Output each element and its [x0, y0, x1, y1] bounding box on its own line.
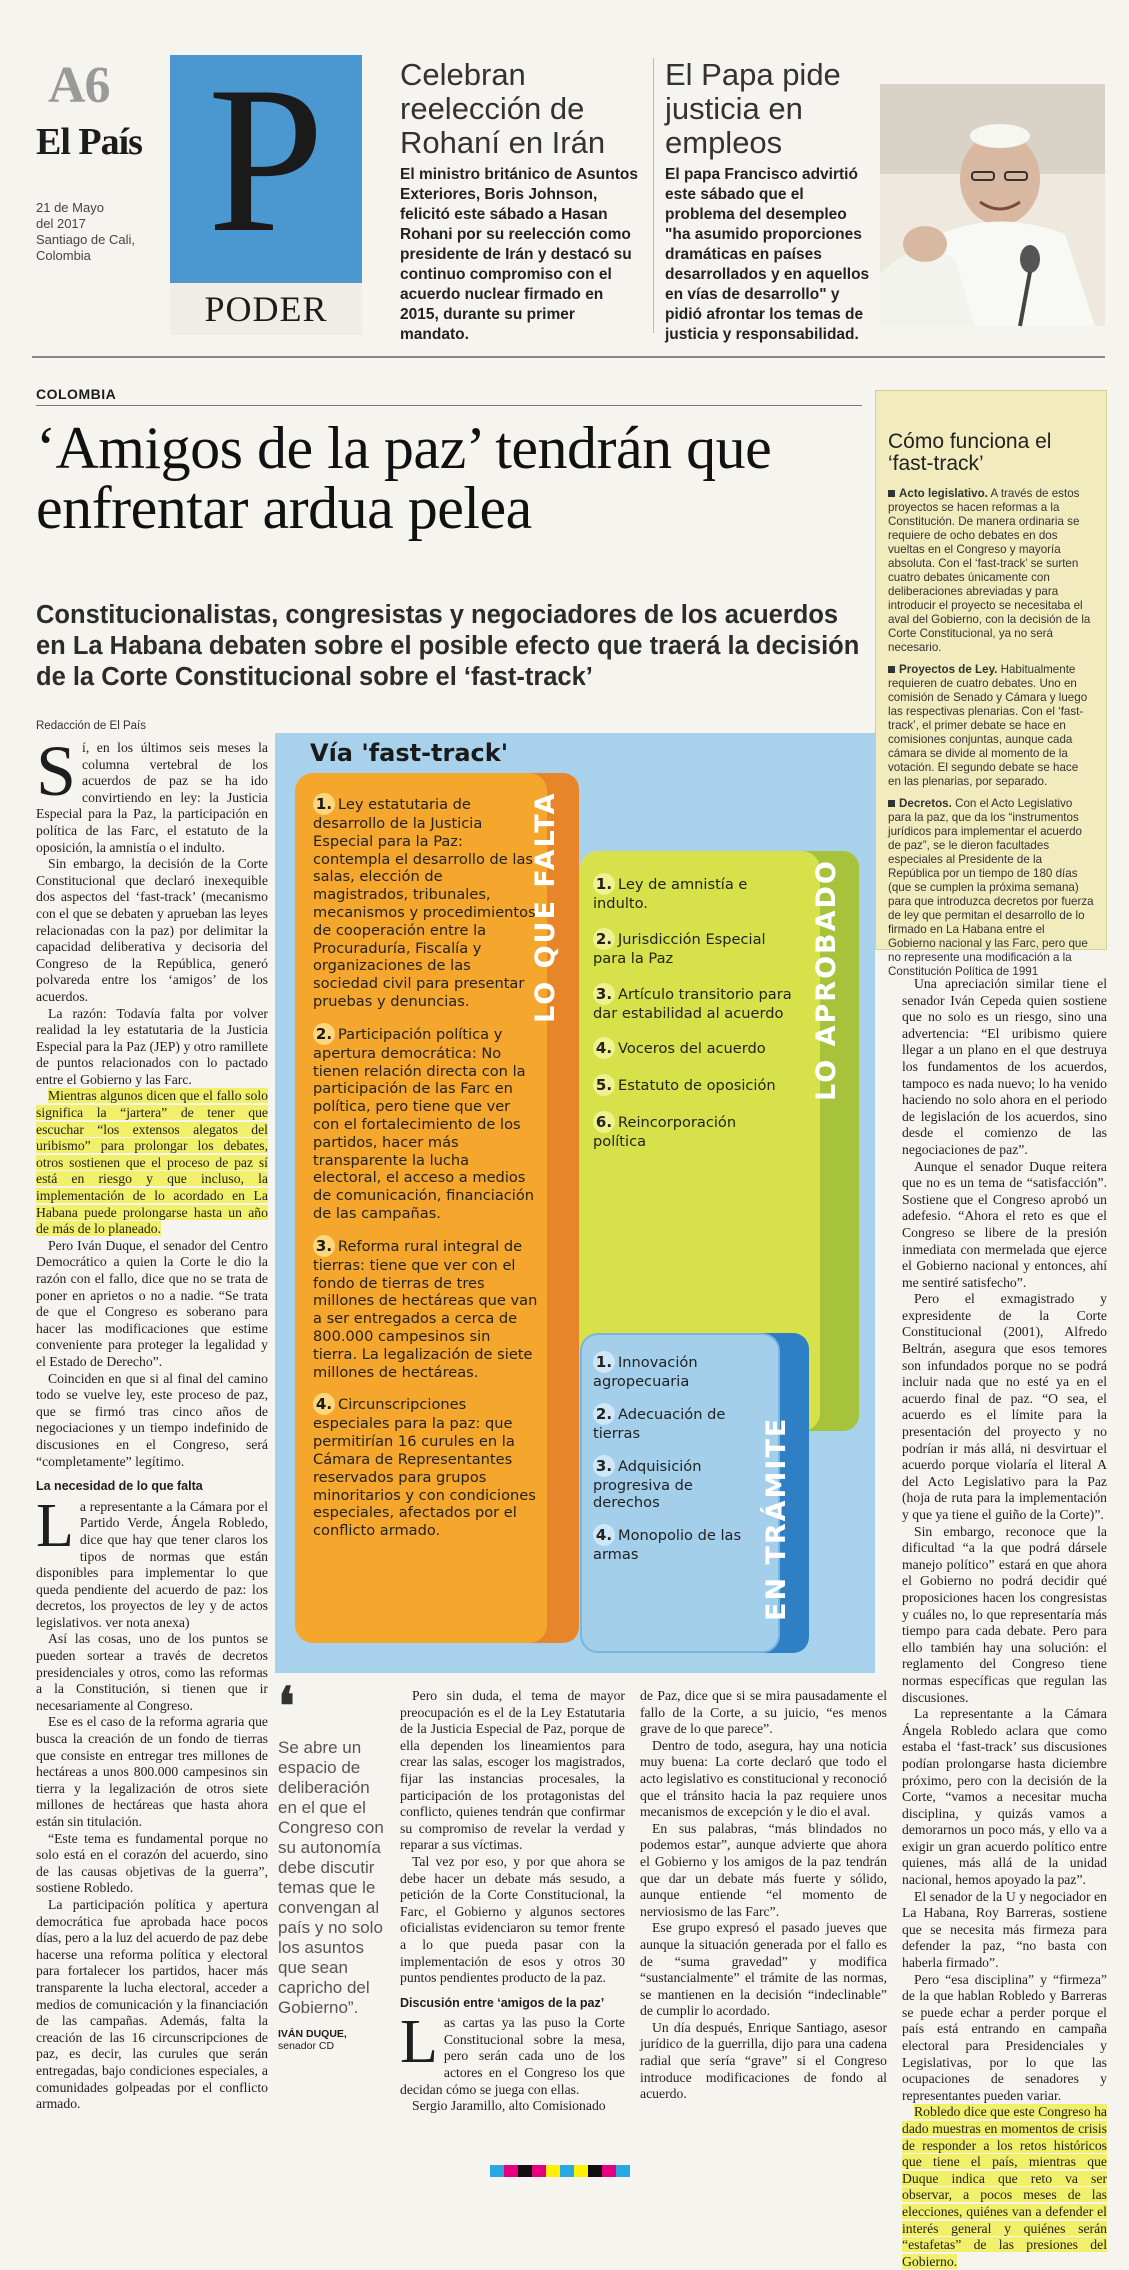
- list-item: [313, 793, 538, 1011]
- list-item: [313, 1023, 538, 1223]
- item-text: Jurisdicción Especial para la Paz: [593, 930, 766, 967]
- top-rule: [32, 356, 1105, 358]
- paragraph: Coinciden en que si al final del camino todo se vuelve ley, este proceso de paz, que se firmó tras cinco años de negociaciones y un tiempo indefinido de discusiones en el Congreso, será “completamente” legítimo.: [36, 1370, 268, 1469]
- list-item: [313, 1393, 538, 1540]
- item-number: 4.: [593, 1524, 615, 1546]
- item-text: Artículo transitorio para dar estabilidad al acuerdo: [593, 985, 792, 1022]
- brief-divider: [653, 58, 654, 333]
- list-item: [593, 1111, 793, 1151]
- brief-body: El papa Francisco advirtió este sábado que el problema del desempleo "ha asumido proporciones dramáticas en países desarrollados y en aquellos en vías de desarrollo" y pidió afrontar los temas de justicia y responsabilidad.: [665, 166, 870, 343]
- color-swatch: [546, 2165, 560, 2177]
- quote-mark-icon: ❛: [278, 1679, 295, 1736]
- paragraph: Pero “esa disciplina” y “firmeza” de la que hablan Robledo y Barreras se puede echar a perder porque el país está entrando en campaña electoral para Presidenciales y Legislativas, por lo que las ocupaciones de senadores y representantes pueden variar.: [902, 1971, 1107, 2103]
- paragraph: Tal vez por eso, y por que ahora se debe hacer un debate más sesudo, a petición de la Corte Constitucional, la Farc, el Gobierno y algunos sectores oficialistas evidenciaron su temor frente a lo que pueda pasar con la implementación de esos y otros 30 puntos pendientes producto de la paz.: [400, 1853, 625, 1986]
- section-letter: P: [207, 44, 325, 276]
- item-text: Reforma rural integral de tierras: tiene que ver con el fondo de tierras de tres millones de hectáreas que van a ser entregados a cerca de 800.000 campesinos sin tierra. La legalización de siete millones de hectáreas.: [313, 1237, 538, 1381]
- paragraph: Sin embargo, la decisión de la Corte Constitucional que declaró inexequible dos aspectos del ‘fast-track’ (mecanismo con el que se debaten y aprueban las leyes relacionadas con la paz) por delimitar la capacidad deliberativa y decisoria del Congreso de la República, generó polvareda entre los ‘amigos’ de los acuerdos.: [36, 856, 268, 1004]
- list-item: [593, 983, 793, 1023]
- header-date: [36, 200, 146, 264]
- list-item: [593, 1524, 763, 1564]
- registration-color-bar: [490, 2165, 630, 2177]
- infographic-title: Vía 'fast-track': [310, 739, 509, 767]
- bullet-square-icon: [888, 800, 895, 807]
- highlighted-paragraph: Mientras algunos dicen que el fallo solo significa la “jartera” de tener que escuchar “los extensos alegatos del uribismo” para prolongar los debates, otros sostienen que el proceso de paz sí está en riesgo y que incluso, la implementación de lo acordado en La Habana puede prolongarse hasta un año de más de lo planeado.: [36, 1088, 268, 1237]
- paragraph: La representante a la Cámara Ángela Robledo aclara que como estaba el ‘fast-track’ sus discusiones podían prolongarse hasta diciembre próximo, pero con la decisión de la Corte, “vamos a necesitar mucha disciplina, y quizás vamos a demorarnos un poco más, y ello va a exigir un gran acuerdo político entre quienes, más allá de la unidad nacional, hemos apoyado la paz”.: [902, 1706, 1107, 1888]
- date-line: Colombia: [36, 248, 91, 263]
- paragraph: “Este tema es fundamental porque no solo está en el corazón del acuerdo, sino de las causas objetivas de la guerra”, sostiene Robledo.: [36, 1830, 268, 1896]
- item-number: 1.: [593, 1351, 615, 1373]
- paragraph: Ese es el caso de la reforma agraria que busca la creación de un fondo de tierras que consiste en entregar tres millones de hectáreas a unos 800.000 campesinos sin tierra y la legalización de otros siete millones de hectáreas que hasta ahora están sin titulación.: [36, 1714, 268, 1829]
- item-text: Estatuto de oposición: [618, 1077, 776, 1095]
- article-column-3: [400, 1688, 625, 2114]
- item-number: 5.: [593, 1074, 615, 1096]
- paragraph: Así las cosas, uno de los puntos se pueden sortear a través de decretos presidenciales y otros, como las reformas a la Constitución, si tienen que ir necesariamente al Congreso.: [36, 1631, 268, 1713]
- sidebar-item: [888, 663, 1094, 789]
- byline: Redacción de El País: [36, 720, 146, 732]
- item-number: 2.: [313, 1023, 335, 1045]
- article-column-4: [640, 1688, 887, 2102]
- en-tramite-list: [593, 1351, 763, 1576]
- list-item: [593, 928, 793, 968]
- color-swatch: [490, 2165, 504, 2177]
- item-text: Innovación agropecuaria: [593, 1354, 698, 1390]
- lo-aprobado-label: LO APROBADO: [811, 859, 842, 1101]
- item-text: Monopolio de las armas: [593, 1527, 742, 1564]
- item-text: Circunscripciones especiales para la paz: que permitirían 16 curules en la Cámara de Representantes reservados para grupos minoritarios y con condiciones especiales, afectados por el conflicto armado.: [313, 1396, 536, 1540]
- brief-body: El ministro británico de Asuntos Exteriores, Boris Johnson, felicitó este sábado a Hasan Rohani por su reelección como presidente de Irán y destacó su continuo compromiso con el acuerdo nuclear firmado en 2015, durante su primer mandato.: [400, 166, 638, 343]
- sidebar-item-text: A través de estos proyectos se hacen reformas a la Constitución. De manera ordinaria se requiere de ocho debates en dos vueltas en el Congreso y mayoría absoluta. Con el ‘fast-track’ se surten cuatro debates únicamente con deliberaciones abreviadas y para introducir el proyecto se necesitaba el aval del Gobierno, con la decisión de la Corte Constitucional, ya no será necesario.: [888, 487, 1091, 654]
- item-text: Reincorporación política: [593, 1114, 737, 1151]
- pope-photo: [880, 84, 1105, 326]
- color-swatch: [602, 2165, 616, 2177]
- date-line: Santiago de Cali,: [36, 232, 136, 247]
- pull-quote: [278, 1679, 386, 2052]
- newspaper-name: El País: [36, 121, 142, 163]
- subhead: La necesidad de lo que falta: [36, 1479, 203, 1494]
- color-swatch: [574, 2165, 588, 2177]
- list-item: [593, 873, 793, 913]
- paragraph: El senador de la U y negociador en La Habana, Roy Barreras, sostiene que se necesita más firmeza para defender la paz, “no basta con haberla firmado”.: [902, 1888, 1107, 1971]
- list-item: [593, 1074, 793, 1096]
- kicker: COLOMBIA: [36, 386, 117, 402]
- item-number: 3.: [313, 1235, 335, 1257]
- lo-aprobado-list: [593, 873, 793, 1166]
- list-item: [593, 1403, 763, 1443]
- paragraph: í, en los últimos seis meses la columna vertebral de los acuerdos de paz se ha ido convirtiendo en ley: la Justicia Especial para la Paz, la participación en política de las Farc, el estatuto de la oposición, la amnistía o el indulto.: [36, 740, 268, 855]
- brief-title: El Papa pide justicia en empleos: [665, 57, 841, 160]
- color-swatch: [532, 2165, 546, 2177]
- headline: ‘Amigos de la paz’ tendrán que enfrentar ardua pelea: [36, 415, 772, 541]
- lo-que-falta-label: LO QUE FALTA: [530, 791, 561, 1023]
- date-line: 21 de Mayo: [36, 200, 104, 215]
- item-text: Ley de amnistía e indulto.: [593, 876, 748, 912]
- section-name: PODER: [170, 283, 362, 335]
- fast-track-infographic: [275, 733, 875, 1673]
- color-swatch: [588, 2165, 602, 2177]
- paragraph: Aunque el senador Duque reitera que no es un tema de “satisfacción”. Sostiene que el Congreso aprobó un adefesio. “Ahora el reto es que el Congreso se libere de la presión inmediata con mermelada que ejerce el Gobierno nacional y entonces, ahí me sentiré satisfecho”.: [902, 1158, 1107, 1290]
- color-swatch: [504, 2165, 518, 2177]
- paragraph: Pero el exmagistrado y expresidente de la Corte Constitucional (2001), Alfredo Beltrán, asegura que esos temores son infundados porque no se podrá incluir nada que no esté ya en el acuerdo final de paz. “O sea, el acuerdo es el límite para la presentación del proyecto y no podrían ir más allá, ni desvirtuar el acuerdo porque violaría el literal A del Acto Legislativo para la Paz (hoja de ruta para la implementación y que ya tiene el guiño de la Corte)”.: [902, 1291, 1107, 1522]
- item-number: 3.: [593, 1455, 615, 1477]
- kicker-rule: [36, 405, 862, 406]
- fast-track-sidebar: [875, 390, 1107, 978]
- paragraph: Sin embargo, reconoce que la dificultad “a la que podrá dársele manejo político” estará en que ahora el Gobierno no podrá decidir qué proposiciones hacen los congresistas y cuáles no, lo que representaría más tiempo para cada debate. Pero para ello también hay una solución: el reglamento del Congreso tiene normas específicas que regulan las discusiones.: [902, 1523, 1107, 1705]
- dropcap: S: [36, 731, 77, 811]
- sidebar-title: Cómo funciona el ‘fast-track’: [888, 430, 1052, 475]
- item-text: Voceros del acuerdo: [618, 1040, 766, 1058]
- bullet-square-icon: [888, 666, 895, 673]
- date-line: del 2017: [36, 216, 86, 231]
- item-number: 1.: [313, 793, 335, 815]
- paragraph: Pero sin duda, el tema de mayor preocupación es el de la Ley Estatutaria de la Justicia Especial de Paz, porque de ella dependen los lineamientos para crear las salas, escoger los magistrados, fijar las instancias procesales, la participación de los protagonistas del conflicto, quienes tendrán que confirmar su compromiso de revelar la verdad y reparar a sus víctimas.: [400, 1688, 625, 1853]
- sidebar-item: [888, 797, 1094, 979]
- paragraph: La participación política y apertura democrática fue aprobada hace pocos días, pero a la luz del acuerdo de paz debe hacerse una reforma política y electoral para fortalecer los partidos, hacer más transparente la lucha electoral, acceder a medios de comunicación y la financiación de las campañas. Además, falta la creación de las 16 circunscripciones de paz, es decir, las curules que serán entregadas, bajo condiciones especiales, a comunidades golpeadas por el conflicto armado.: [36, 1896, 268, 2112]
- sidebar-item-label: Decretos.: [899, 797, 952, 810]
- subhead: Discusión entre ‘amigos de la paz’: [400, 1995, 605, 2010]
- item-text: Adquisición progresiva de derechos: [593, 1457, 702, 1512]
- color-swatch: [518, 2165, 532, 2177]
- article-column-5: [902, 976, 1107, 2269]
- sidebar-item: [888, 487, 1094, 655]
- en-tramite-label: EN TRÁMITE: [761, 1416, 792, 1621]
- quote-author-role: senador CD: [278, 2040, 335, 2052]
- item-number: 6.: [593, 1111, 615, 1133]
- item-text: Participación política y apertura democrática: No tienen relación directa con la participación de las Farc en política, pero tiene que ver con el fortalecimiento de los partidos, hacer más transparente la lucha electoral, el acceso a medios de comunicación, financiación de las campañas.: [313, 1025, 535, 1222]
- color-swatch: [616, 2165, 630, 2177]
- item-number: 1.: [593, 873, 615, 895]
- highlighted-paragraph: Robledo dice que este Congreso ha dado muestras en momentos de crisis de responder a los retos históricos que tiene el país, mientras que Duque indica que reto va ser observar, a pocos meses de las elecciones, quiénes van a defender el interés general y quiénes serán “estafetas” de las presiones del Gobierno.: [902, 2104, 1107, 2269]
- bullet-square-icon: [888, 490, 895, 497]
- item-number: 4.: [313, 1393, 335, 1415]
- quote-author: IVÁN DUQUE,: [278, 2028, 347, 2040]
- paragraph: a representante a la Cámara por el Partido Verde, Ángela Robledo, dice que hay que tener claros los tipos de normas que están disponibles para implementar lo que queda pendiente del acuerdo de paz: los decretos, los proyectos de ley y de actos legislativos. ver nota anexa): [36, 1498, 268, 1630]
- pope-photo-illustration: [880, 84, 1105, 326]
- item-number: 2.: [593, 928, 615, 950]
- sidebar-item-text: Habitualmente requieren de cuatro debates. Uno en comisión de Senado y Cámara y luego las respectivas plenarias. Con el ‘fast-track’, el primer debate se hace en comisiones conjuntas, aunque cada cámara se divide al momento de la votación. El segundo debate se hace en las plenarias, por separado.: [888, 663, 1088, 788]
- item-text: Adecuación de tierras: [593, 1405, 726, 1442]
- item-number: 2.: [593, 1403, 615, 1425]
- paragraph: La razón: Todavía falta por volver realidad la ley estatutaria de la Justicia Especial para la Paz (JEP) y otro ramillete de puntos relacionados con lo pactado entre el Gobierno y las Farc.: [36, 1005, 268, 1087]
- brief-title: Celebran reelección de Rohaní en Irán: [400, 57, 606, 160]
- list-item: [593, 1351, 763, 1391]
- item-number: 4.: [593, 1037, 615, 1059]
- list-item: [313, 1235, 538, 1382]
- deck: Constitucionalistas, congresistas y negociadores de los acuerdos en La Habana debaten sobre el posible efecto que traerá la decisión de la Corte Constitucional sobre el ‘fast-track’: [36, 601, 860, 691]
- item-text: Ley estatutaria de desarrollo de la Justicia Especial para la Paz: contempla el desarrollo de las salas, elección de magistrados, tribunales, mecanismos y procedimientos de cooperación entre la Procuraduría, Fiscalía y organizaciones de las sociedad civil para presentar pruebas y denuncias.: [313, 796, 536, 1010]
- paragraph: Dentro de todo, asegura, hay una noticia muy buena: La corte declaró que todo el acto legislativo es constitucional y reconoció que el tránsito hacia la paz requiere unos mecanismos de excepción y le dio el aval.: [640, 1737, 887, 1820]
- article-column-1: [36, 731, 268, 2112]
- color-swatch: [560, 2165, 574, 2177]
- quote-text: Se abre un espacio de deliberación en el que el Congreso con su autonomía debe discutir temas que le convengan al país y no solo los asuntos que sean capricho del Gobierno”.: [278, 1738, 384, 2017]
- list-item: [593, 1455, 763, 1513]
- item-number: 3.: [593, 983, 615, 1005]
- paragraph: de Paz, dice que si se mira pausadamente el fallo de la Corte, a su juicio, “es menos grave de lo que parece”.: [640, 1688, 887, 1737]
- lo-que-falta-list: [313, 793, 538, 1552]
- list-item: [593, 1037, 793, 1059]
- sidebar-item-text: Con el Acto Legislativo para la paz, que da los “instrumentos jurídicos para implementar el acuerdo de paz”, se le dieron facultades especiales al Presidente de la República por un tiempo de 180 días (que se cumplen la próxima semana) para que introduzca decretos por fuerza de ley que permitan el desarrollo de lo firmado en La Habana entre el Gobierno nacional y las Farc, pero que no represente una modificación a la Constitución Política de 1991: [888, 797, 1094, 978]
- paragraph: Ese grupo expresó el pasado jueves que aunque la situación generada por el fallo es de “suma gravedad” y modifica “sustancialmente” el trámite de las normas, se mantienen en la decisión “indeclinable” de cumplir lo acordado.: [640, 1920, 887, 2019]
- paragraph: Pero Iván Duque, el senador del Centro Democrático a quien la Corte le dio la razón con el fallo, dice que no se trata de poner en aprietos o no a nadie. “Se trata de que el Congreso es soberano para hacer las modificaciones que estime conveniente para proteger la legalidad y el Estado de Derecho”.: [36, 1237, 268, 1369]
- paragraph: Un día después, Enrique Santiago, asesor jurídico de la guerrilla, dijo para una cadena radial que sería “grave” si el Congreso introduce modificaciones de fondo al acuerdo.: [640, 2019, 887, 2102]
- sidebar-item-label: Acto legislativo.: [899, 487, 988, 500]
- page-number: A6: [48, 57, 110, 114]
- paragraph: En sus palabras, “más blindados no podemos estar”, aunque advierte que ahora el Gobierno y los amigos de la paz tendrán que dar un debate más fuerte y sólido, aunque entiende “el momento de nerviosismo de las Farc”.: [640, 1820, 887, 1919]
- dropcap: L: [36, 1491, 74, 1560]
- paragraph: Una apreciación similar tiene el senador Iván Cepeda quien sostiene que no solo es un riesgo, sino una advertencia: “El uribismo quiere llegar a un plano en el que destruya los fundamentos de los acuerdos, tampoco es nada nuevo; lo ha venido haciendo no solo ahora en el periodo de legislación de los acuerdos, sino desde el comienzo de las negociaciones de paz”.: [902, 976, 1107, 1157]
- dropcap: L: [400, 2008, 438, 2077]
- sidebar-item-label: Proyectos de Ley.: [899, 663, 998, 676]
- paragraph: Sergio Jaramillo, alto Comisionado: [412, 2098, 606, 2114]
- paragraph: as cartas ya las puso la Corte Constitucional sobre la mesa, pero serán cada uno de los actores en el Congreso los que decidan cómo se juega con ellas.: [400, 2015, 625, 2097]
